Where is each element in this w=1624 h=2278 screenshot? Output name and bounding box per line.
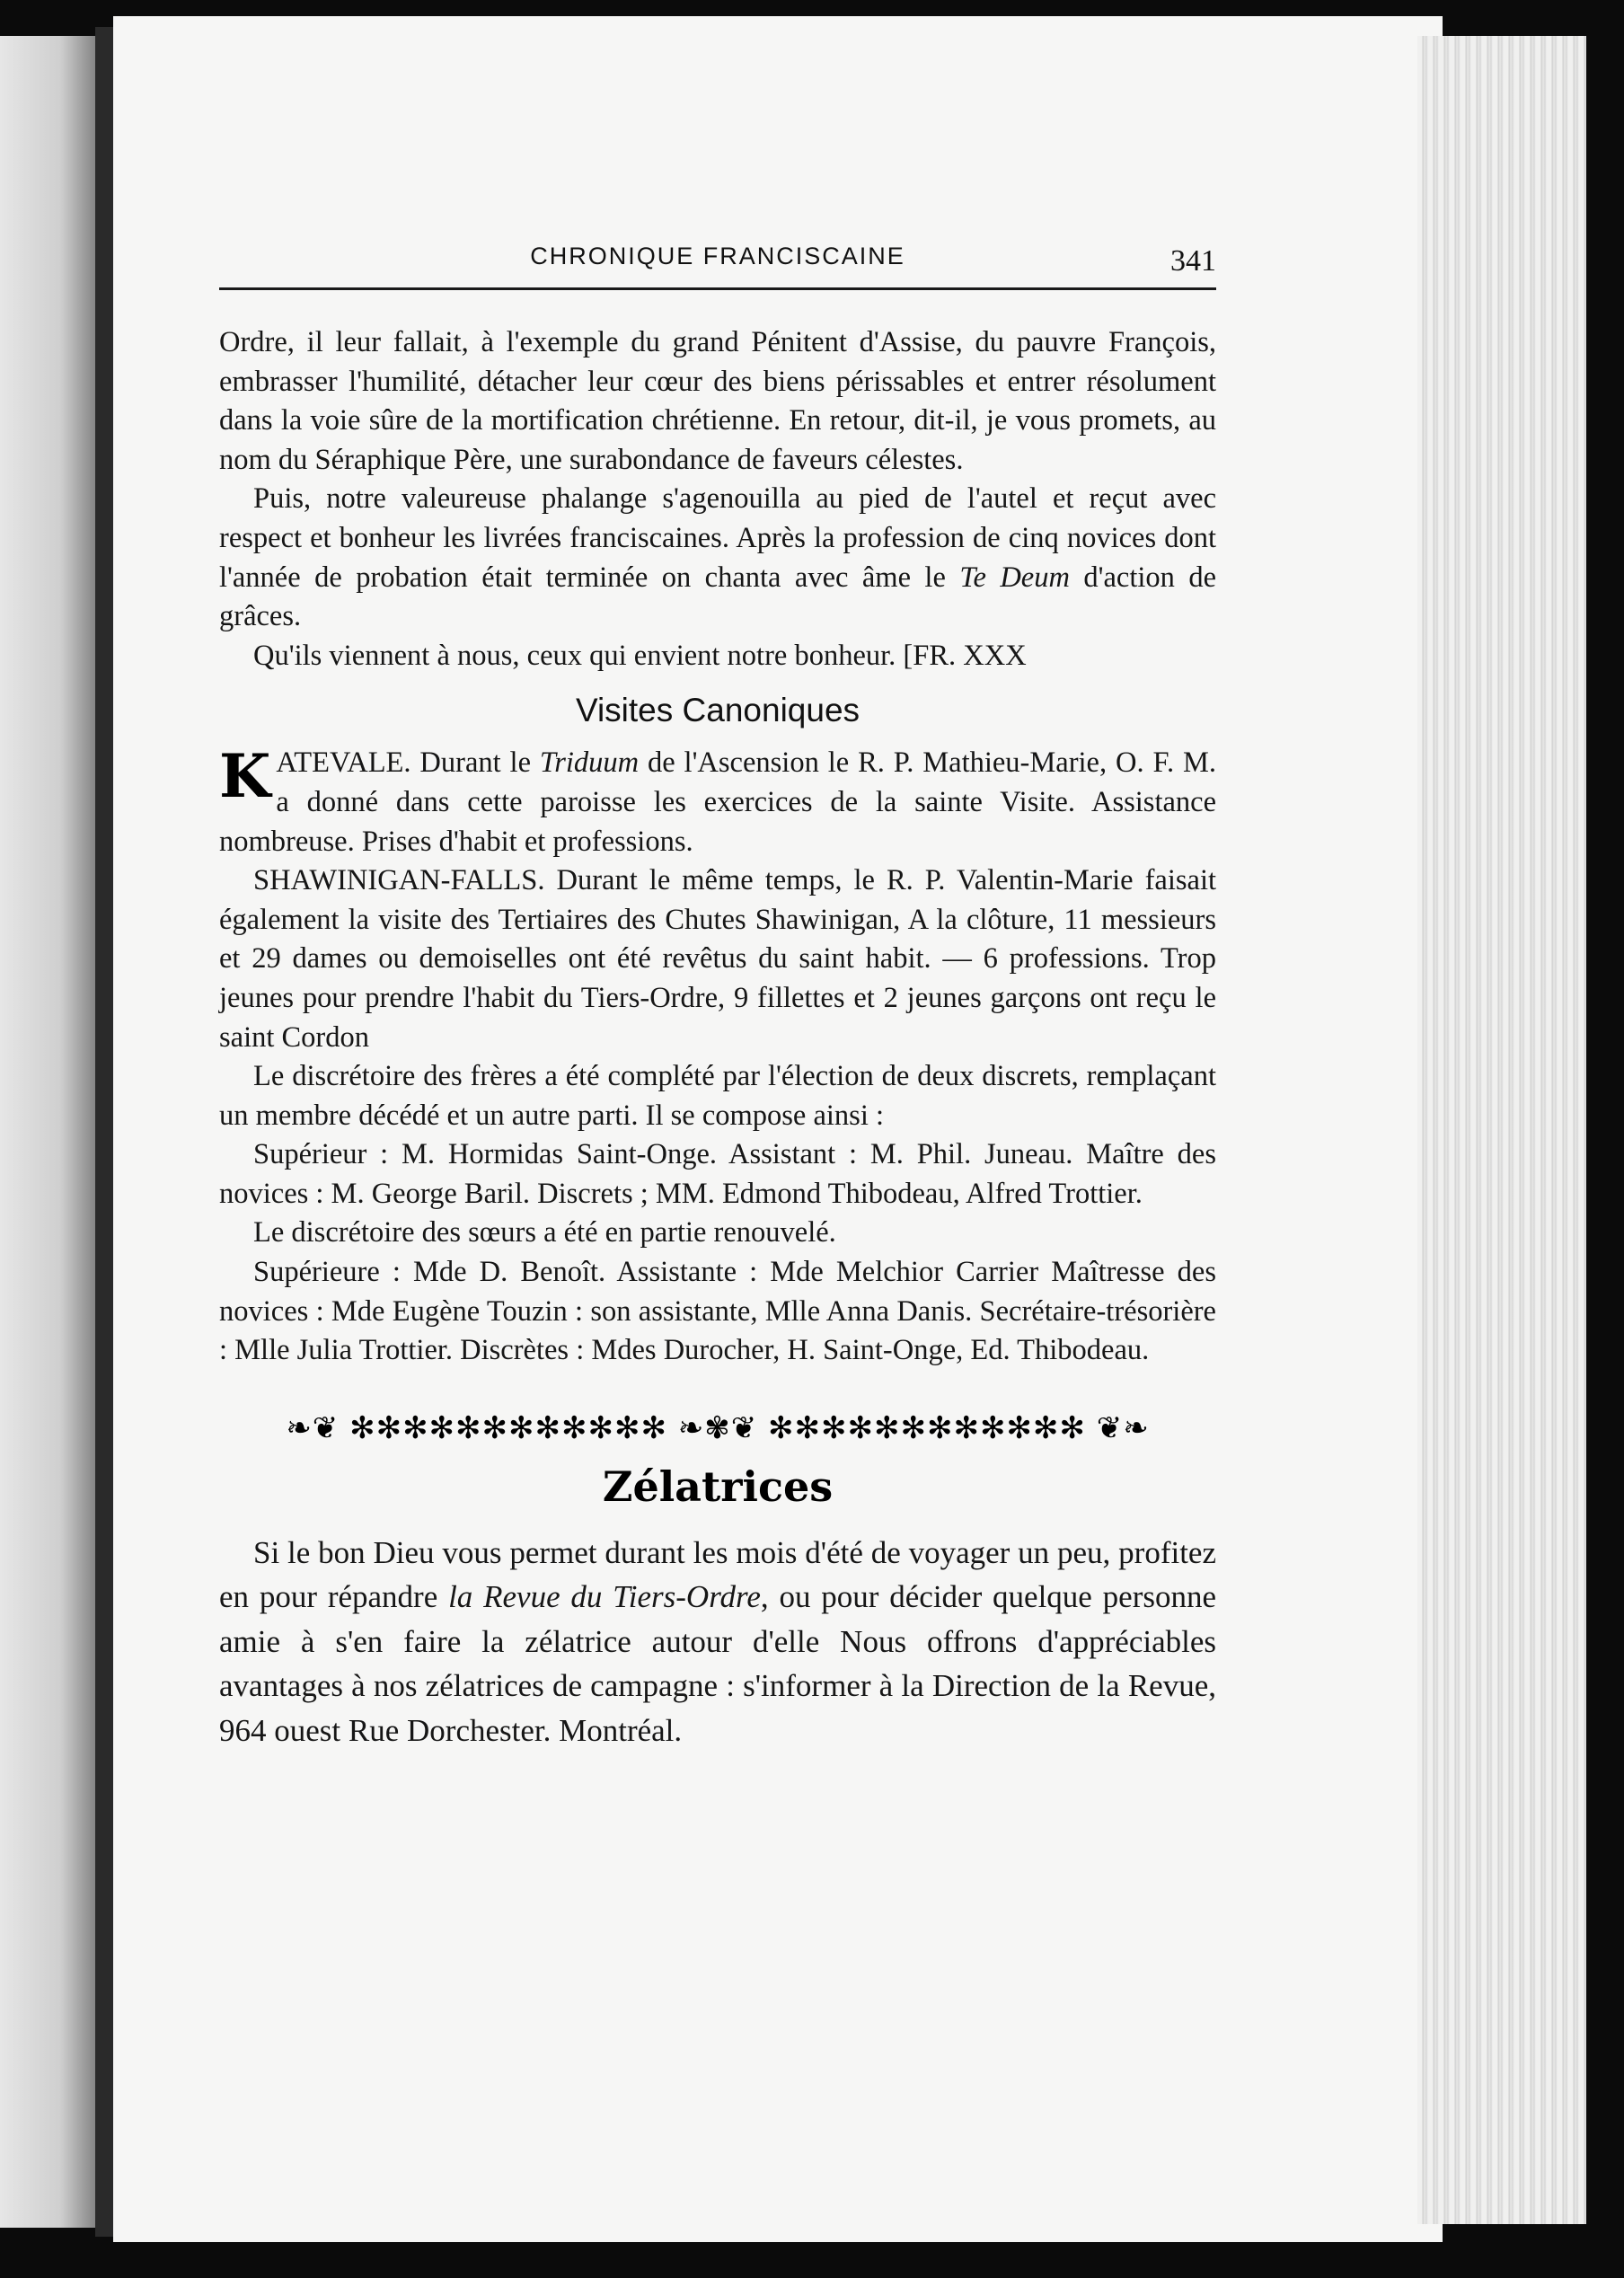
running-title: CHRONIQUE FRANCISCAINE (530, 243, 905, 269)
katevale-name: ATEVALE. (276, 746, 411, 780)
soeurs-list-paragraph: Supérieure : Mde D. Benoît. Assistante : Mde Melchior Carrier Maîtresse des novices : Mde Eugène Touzin : son assistante, Mlle Anna Danis. Secrétaire-trésorière : Mlle Julia Trottier. Discrètes : Mdes Durocher, H. Saint-Onge, Ed. Thibodeau. (219, 1256, 1216, 1367)
visites-title: Visites Canoniques (575, 692, 861, 729)
te-deum-italic: Te Deum (959, 561, 1070, 594)
book-gutter (95, 27, 115, 2237)
header-rule (219, 287, 1216, 290)
discretoire-soeurs-paragraph: Le discrétoire des sœurs a été en partie renouvelé. (253, 1216, 836, 1249)
page-content (219, 323, 1216, 1753)
revue-title-italic: la Revue du Tiers-Ordre (448, 1579, 761, 1615)
triduum-italic: Triduum (539, 746, 640, 780)
intro-p2-end: d'action de grâces. (219, 561, 1217, 633)
shawinigan-paragraph (219, 861, 1216, 1057)
zelatrices-section (219, 1531, 1216, 1753)
facing-page-edge (0, 36, 101, 2228)
page-stack-edges (1417, 36, 1586, 2224)
freres-list-paragraph: Supérieur : M. Hormidas Saint-Onge. Assistant : M. Phil. Juneau. Maître des novices : M. George Baril. Discrets ; MM. Edmond Thibodeau, Alfred Trottier. (219, 1138, 1216, 1210)
intro-paragraph-2 (219, 480, 1216, 636)
zelatrices-title: Zélatrices (602, 1461, 834, 1511)
intro-p2-text: Puis, notre valeureuse phalange s'agenouilla au pied de l'autel et reçut avec respect et bonheur les livrées franciscaines. Après la profession de cinq novices dont l'année de probation était terminée on chanta avec âme le (219, 482, 1216, 594)
signature-text: FR. XXX (913, 639, 1027, 672)
drop-cap: K (219, 741, 271, 812)
shawinigan-name: SHAWINIGAN-FALLS. (253, 864, 545, 897)
discretoire-freres-paragraph: Le discrétoire des frères a été complété par l'élection de deux discrets, remplaçant un membre décédé et un autre parti. Il se compose ainsi : (219, 1060, 1216, 1132)
intro-p3-text: Qu'ils viennent à nous, ceux qui envient notre bonheur. (253, 639, 896, 672)
intro-paragraph-3 (219, 637, 1216, 676)
intro-paragraph-1: Ordre, il leur fallait, à l'exemple du grand Pénitent d'Assise, du pauvre François, embrasser l'humilité, détacher leur cœur des biens périssables et entrer résolument dans la voie sûre de la mortification chrétienne. En retour, dit-il, je vous promets, au nom du Séraphique Père, une surabondance de faveurs célestes. (219, 326, 1216, 476)
page-number: 341 (1170, 244, 1216, 278)
shawinigan-text: Durant le même temps, le R. P. Valentin-Marie faisait également la visite des Tertiaires des Chutes Shawinigan, A la clôture, 11 messieurs et 29 dames ou demoiselles ont été revêtus du saint habit. — 6 professions. Trop jeunes pour prendre l'habit du Tiers-Ordre, 9 fillettes et 2 jeunes garçons ont reçu le saint Cordon (219, 864, 1216, 1054)
zelatrices-paragraph (219, 1531, 1216, 1753)
page-header (219, 235, 1216, 298)
katevale-paragraph (219, 741, 1216, 861)
ornament-divider: ❧❦ ✻✻✻✻✻✻✻✻✻✻✻✻ ❧✾❦ ✻✻✻✻✻✻✻✻✻✻✻✻ ❦❧ (286, 1409, 1150, 1446)
katevale-pre: Durant le (419, 746, 532, 780)
zelatrices-text-pre: Si le bon Dieu vous permet durant les mois d'été de voyager un peu, profitez en pour répandre (219, 1534, 1216, 1615)
katevale-text: de l'Ascension le R. P. Mathieu-Marie, O. F. M. a donné dans cette paroisse les exercices de la sainte Visite. Assistance nombreuse. Prises d'habit et professions. (219, 746, 1216, 858)
zelatrices-text-post: , ou pour décider quelque personne amie à s'en faire la zélatrice autour d'elle Nous offrons d'appréciables avantages à nos zélatrices de campagne : s'informer à la Direction de la Revue, 964 ouest Rue Dorchester. Montréal. (219, 1579, 1217, 1748)
signature: [FR. XXX (903, 639, 1027, 672)
